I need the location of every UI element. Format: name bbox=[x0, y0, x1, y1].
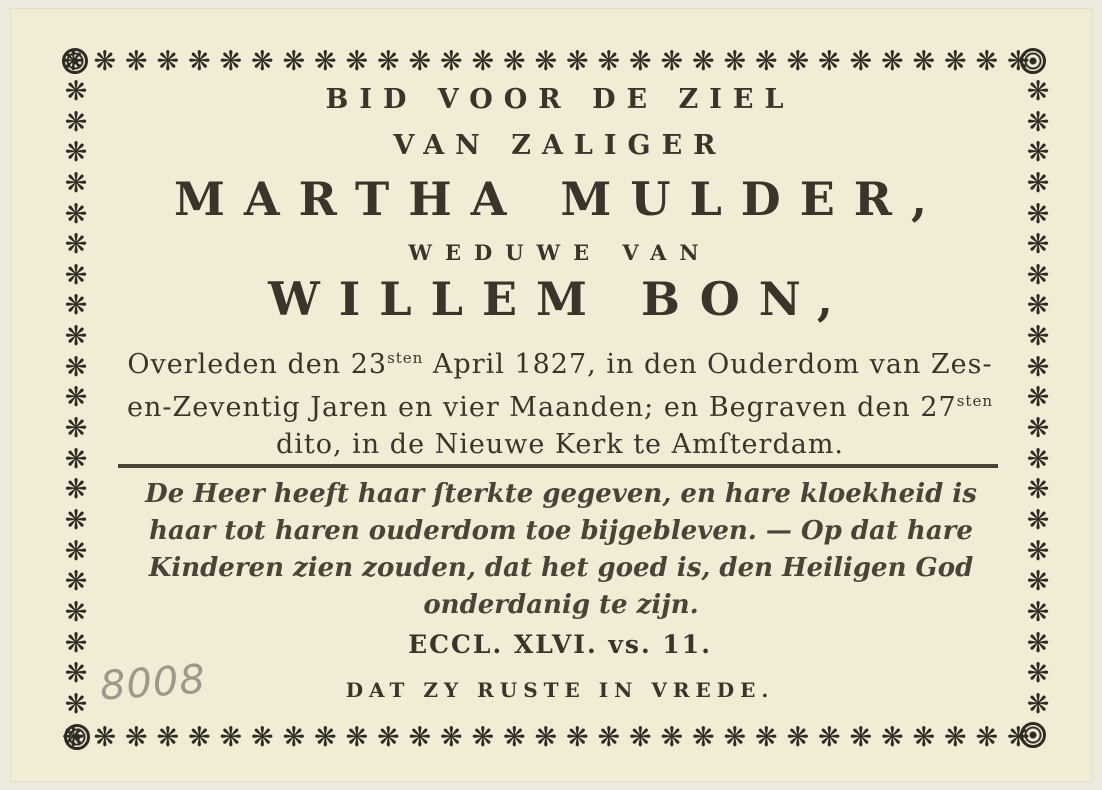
flower-ornament-icon: ❋ bbox=[849, 721, 873, 753]
flower-ornament-icon: ❋ bbox=[156, 721, 180, 753]
flower-ornament-icon: ❋ bbox=[1026, 413, 1050, 445]
death-text-b: April 1827, in den Ouderdom van Zes-en-Zeventig Jaren en vier Maanden; en Begraven den 27 bbox=[127, 349, 993, 423]
flower-ornament-icon: ❋ bbox=[660, 45, 684, 77]
flower-ornament-icon: ❋ bbox=[786, 45, 810, 77]
flower-ornament-icon: ❋ bbox=[1026, 290, 1050, 322]
pencil-inventory-number: 8008 bbox=[98, 656, 208, 710]
flower-ornament-icon: ❋ bbox=[440, 721, 463, 753]
flower-ornament-icon: ❋ bbox=[62, 721, 85, 753]
death-text-a: Overleden den 23 bbox=[127, 349, 388, 380]
flower-ornament-icon: ❋ bbox=[125, 721, 148, 753]
flower-ornament-icon: ❋ bbox=[1007, 45, 1030, 77]
flower-ornament-icon: ❋ bbox=[377, 721, 400, 753]
flower-ornament-icon: ❋ bbox=[723, 45, 747, 77]
flower-ornament-icon: ❋ bbox=[64, 535, 88, 567]
flower-ornament-icon: ❋ bbox=[566, 721, 589, 753]
flower-ornament-icon: ❋ bbox=[251, 721, 274, 753]
flower-ornament-icon: ❋ bbox=[818, 721, 841, 753]
left-flower-border bbox=[60, 78, 92, 718]
flower-ornament-icon: ❋ bbox=[1007, 721, 1030, 753]
flower-ornament-icon: ❋ bbox=[1026, 596, 1050, 628]
flower-ornament-icon: ❋ bbox=[93, 721, 117, 753]
flower-ornament-icon: ❋ bbox=[534, 721, 558, 753]
flower-ornament-icon: ❋ bbox=[975, 45, 999, 77]
top-flower-border bbox=[62, 45, 1030, 77]
flower-ornament-icon: ❋ bbox=[1026, 321, 1050, 353]
flower-ornament-icon: ❋ bbox=[471, 45, 495, 77]
flower-ornament-icon: ❋ bbox=[440, 45, 463, 77]
flower-ornament-icon: ❋ bbox=[64, 596, 88, 628]
flower-ornament-icon: ❋ bbox=[566, 45, 589, 77]
flower-ornament-icon: ❋ bbox=[1026, 504, 1050, 536]
flower-ornament-icon: ❋ bbox=[471, 721, 495, 753]
husband-name: WILLEM BON, bbox=[268, 272, 852, 326]
flower-ornament-icon: ❋ bbox=[1026, 137, 1050, 169]
flower-ornament-icon: ❋ bbox=[64, 76, 88, 107]
flower-ornament-icon: ❋ bbox=[282, 45, 306, 77]
flower-ornament-icon: ❋ bbox=[64, 137, 88, 169]
flower-ornament-icon: ❋ bbox=[503, 45, 526, 77]
flower-ornament-icon: ❋ bbox=[534, 45, 558, 77]
flower-ornament-icon: ❋ bbox=[723, 721, 747, 753]
death-text-c: dito, in de Nieuwe Kerk te Amſterdam. bbox=[275, 429, 845, 460]
flower-ornament-icon: ❋ bbox=[282, 721, 306, 753]
flower-ornament-icon: ❋ bbox=[188, 721, 211, 753]
flower-ornament-icon: ❋ bbox=[64, 382, 88, 414]
flower-ornament-icon: ❋ bbox=[314, 45, 337, 77]
flower-ornament-icon: ❋ bbox=[1026, 259, 1050, 291]
flower-ornament-icon: ❋ bbox=[1026, 382, 1050, 414]
flower-ornament-icon: ❋ bbox=[849, 45, 873, 77]
flower-ornament-icon: ❋ bbox=[408, 45, 432, 77]
flower-ornament-icon: ❋ bbox=[1026, 443, 1050, 475]
flower-ornament-icon: ❋ bbox=[314, 721, 337, 753]
flower-ornament-icon: ❋ bbox=[219, 45, 243, 77]
scripture-reference: ECCL. XLVI. vs. 11. bbox=[408, 630, 712, 659]
divider-rule bbox=[118, 464, 998, 468]
bottom-flower-border bbox=[62, 721, 1030, 753]
superscript-b: sten bbox=[956, 392, 993, 410]
flower-ornament-icon: ❋ bbox=[64, 167, 88, 199]
right-flower-border bbox=[1022, 78, 1054, 718]
heading-line-2: VAN ZALIGER bbox=[393, 130, 727, 161]
flower-ornament-icon: ❋ bbox=[1026, 198, 1050, 230]
flower-ornament-icon: ❋ bbox=[755, 45, 778, 77]
flower-ornament-icon: ❋ bbox=[881, 45, 904, 77]
scripture-quote: De Heer heeft haar ſterkte gegeven, en hare kloekheid is haar tot haren ouderdom toe bijgebleven. — Op dat hare Kinderen zien zouden, dat het goed is, den Heiligen God onderdanig te zijn. bbox=[145, 479, 977, 620]
flower-ornament-icon: ❋ bbox=[597, 45, 621, 77]
flower-ornament-icon: ❋ bbox=[64, 688, 88, 720]
flower-ornament-icon: ❋ bbox=[1026, 688, 1050, 720]
flower-ornament-icon: ❋ bbox=[64, 290, 88, 322]
flower-ornament-icon: ❋ bbox=[629, 45, 652, 77]
flower-ornament-icon: ❋ bbox=[125, 45, 148, 77]
flower-ornament-icon: ❋ bbox=[692, 45, 715, 77]
flower-ornament-icon: ❋ bbox=[1026, 474, 1050, 506]
closing-line: DAT ZY RUSTE IN VREDE. bbox=[345, 678, 775, 702]
flower-ornament-icon: ❋ bbox=[1026, 76, 1050, 107]
flower-ornament-icon: ❋ bbox=[64, 351, 88, 383]
flower-ornament-icon: ❋ bbox=[64, 198, 88, 230]
flower-ornament-icon: ❋ bbox=[660, 721, 684, 753]
flower-ornament-icon: ❋ bbox=[64, 443, 88, 475]
flower-ornament-icon: ❋ bbox=[64, 413, 88, 445]
deceased-name: MARTHA MULDER, bbox=[174, 172, 946, 226]
flower-ornament-icon: ❋ bbox=[64, 321, 88, 353]
flower-ornament-icon: ❋ bbox=[755, 721, 778, 753]
flower-ornament-icon: ❋ bbox=[975, 721, 999, 753]
flower-ornament-icon: ❋ bbox=[64, 106, 88, 138]
flower-ornament-icon: ❋ bbox=[503, 721, 526, 753]
flower-ornament-icon: ❋ bbox=[251, 45, 274, 77]
flower-ornament-icon: ❋ bbox=[912, 721, 936, 753]
death-burial-text bbox=[110, 340, 1010, 463]
flower-ornament-icon: ❋ bbox=[64, 504, 88, 536]
flower-ornament-icon: ❋ bbox=[64, 658, 88, 690]
flower-ornament-icon: ❋ bbox=[692, 721, 715, 753]
flower-ornament-icon: ❋ bbox=[1026, 106, 1050, 138]
flower-ornament-icon: ❋ bbox=[156, 45, 180, 77]
flower-ornament-icon: ❋ bbox=[881, 721, 904, 753]
heading-line-1: BID VOOR DE ZIEL bbox=[325, 84, 795, 115]
flower-ornament-icon: ❋ bbox=[64, 566, 88, 598]
flower-ornament-icon: ❋ bbox=[818, 45, 841, 77]
flower-ornament-icon: ❋ bbox=[597, 721, 621, 753]
flower-ornament-icon: ❋ bbox=[345, 45, 369, 77]
flower-ornament-icon: ❋ bbox=[93, 45, 117, 77]
flower-ornament-icon: ❋ bbox=[944, 721, 967, 753]
flower-ornament-icon: ❋ bbox=[1026, 229, 1050, 261]
superscript-a: sten bbox=[387, 349, 424, 367]
flower-ornament-icon: ❋ bbox=[912, 45, 936, 77]
flower-ornament-icon: ❋ bbox=[1026, 167, 1050, 199]
flower-ornament-icon: ❋ bbox=[64, 259, 88, 291]
flower-ornament-icon: ❋ bbox=[1026, 566, 1050, 598]
flower-ornament-icon: ❋ bbox=[629, 721, 652, 753]
flower-ornament-icon: ❋ bbox=[1026, 627, 1050, 659]
flower-ornament-icon: ❋ bbox=[1026, 658, 1050, 690]
flower-ornament-icon: ❋ bbox=[64, 474, 88, 506]
flower-ornament-icon: ❋ bbox=[62, 45, 85, 77]
flower-ornament-icon: ❋ bbox=[64, 229, 88, 261]
flower-ornament-icon: ❋ bbox=[1026, 535, 1050, 567]
flower-ornament-icon: ❋ bbox=[345, 721, 369, 753]
flower-ornament-icon: ❋ bbox=[219, 721, 243, 753]
flower-ornament-icon: ❋ bbox=[1026, 351, 1050, 383]
flower-ornament-icon: ❋ bbox=[786, 721, 810, 753]
flower-ornament-icon: ❋ bbox=[944, 45, 967, 77]
flower-ornament-icon: ❋ bbox=[377, 45, 400, 77]
flower-ornament-icon: ❋ bbox=[64, 627, 88, 659]
flower-ornament-icon: ❋ bbox=[408, 721, 432, 753]
flower-ornament-icon: ❋ bbox=[188, 45, 211, 77]
widow-of-label: WEDUWE VAN bbox=[408, 240, 712, 265]
